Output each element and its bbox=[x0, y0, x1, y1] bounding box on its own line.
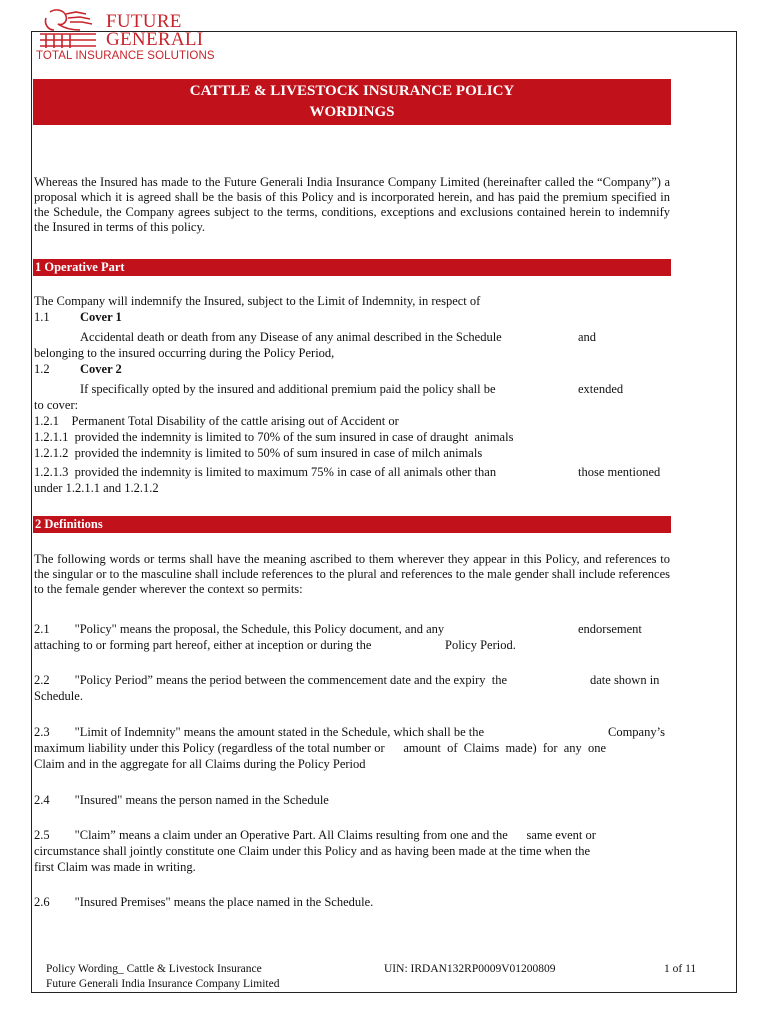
definition-2-2: 2.2 "Policy Period” means the period between the commencement date and the expiry the bbox=[34, 673, 508, 687]
definition-2-1-end: Policy Period. bbox=[445, 638, 516, 652]
section-heading-operative-part: 1 Operative Part bbox=[33, 259, 671, 276]
cover2-text-tail: extended bbox=[578, 382, 624, 396]
definition-2-5-end: first Claim was made in writing. bbox=[34, 860, 196, 874]
cover1-number: 1.1 bbox=[34, 310, 50, 324]
definitions-lead: The following words or terms shall have the meaning ascribed to them wherever they appear in this Policy, and references to the singular or to the masculine shall include references to the plural and references to the male gender shall include references to the female gender wherever the context so permits: bbox=[34, 552, 670, 596]
section-heading-definitions: 2 Definitions bbox=[33, 516, 671, 533]
definition-2-5: 2.5 "Claim” means a claim under an Operative Part. All Claims resulting from one and the same event or bbox=[34, 828, 596, 842]
intro-paragraph: Whereas the Insured has made to the Future Generali India Insurance Company Limited (hereinafter called the “Company”) a proposal which it is agreed shall be the basis of this Policy and is incorporated herein, and has paid the premium specified in the Schedule, the Company agrees subject to the terms, conditions, exceptions and exclusions contained herein to indemnify the Insured in terms of this policy. bbox=[34, 175, 670, 234]
lion-emblem-icon bbox=[36, 8, 102, 50]
definition-2-2-tail: date shown in bbox=[590, 673, 660, 687]
definition-2-5-cont: circumstance shall jointly constitute one Claim under this Policy and as having been made at the time when the bbox=[34, 844, 591, 858]
title-line1: CATTLE & LIVESTOCK INSURANCE POLICY bbox=[189, 83, 515, 99]
operative-lead: The Company will indemnify the Insured, subject to the Limit of Indemnity, in respect of bbox=[34, 294, 481, 308]
cover1-text: Accidental death or death from any Disease of any animal described in the Schedule bbox=[80, 330, 502, 344]
definition-2-3: 2.3 "Limit of Indemnity" means the amount stated in the Schedule, which shall be the bbox=[34, 725, 485, 739]
definition-2-1-tail: endorsement bbox=[578, 622, 642, 636]
item-1-2-1-3-tail: those mentioned bbox=[578, 465, 661, 479]
cover2-text-cont: to cover: bbox=[34, 398, 79, 412]
cover1-text-cont: belonging to the insured occurring during the Policy Period, bbox=[34, 346, 335, 360]
item-1-2-1-3-cont: under 1.2.1.1 and 1.2.1.2 bbox=[34, 481, 159, 495]
company-logo bbox=[36, 6, 236, 66]
item-1-2-1-3: 1.2.1.3 provided the indemnity is limited to maximum 75% in case of all animals other than bbox=[34, 465, 497, 479]
document-title bbox=[33, 79, 671, 125]
footer-company-name: Future Generali India Insurance Company Limited bbox=[46, 978, 280, 990]
definition-2-2-cont: Schedule. bbox=[34, 689, 83, 703]
footer-page-number: 1 of 11 bbox=[664, 963, 697, 975]
title-line2: WORDINGS bbox=[309, 104, 395, 120]
definition-2-3-cont: maximum liability under this Policy (regardless of the total number or amount of Claims made) for any one bbox=[34, 741, 607, 755]
logo-tagline: TOTAL INSURANCE SOLUTIONS bbox=[36, 50, 215, 62]
footer-uin: UIN: IRDAN132RP0009V01200809 bbox=[384, 963, 556, 975]
item-1-2-1: 1.2.1 Permanent Total Disability of the cattle arising out of Accident or bbox=[34, 414, 399, 428]
definition-2-4: 2.4 "Insured" means the person named in the Schedule bbox=[34, 793, 329, 807]
definition-2-3-end: Claim and in the aggregate for all Claims during the Policy Period bbox=[34, 757, 366, 771]
cover1-title: Cover 1 bbox=[80, 310, 122, 324]
item-1-2-1-2: 1.2.1.2 provided the indemnity is limited to 50% of sum insured in case of milch animals bbox=[34, 446, 483, 460]
definition-2-1: 2.1 "Policy" means the proposal, the Schedule, this Policy document, and any bbox=[34, 622, 445, 636]
cover2-title: Cover 2 bbox=[80, 362, 122, 376]
item-1-2-1-1: 1.2.1.1 provided the indemnity is limited to 70% of the sum insured in case of draught animals bbox=[34, 430, 514, 444]
definition-2-1-cont: attaching to or forming part hereof, either at inception or during the bbox=[34, 638, 372, 652]
cover2-number: 1.2 bbox=[34, 362, 50, 376]
cover1-text-tail: and bbox=[578, 330, 597, 344]
footer-doc-name: Policy Wording_ Cattle & Livestock Insurance bbox=[46, 963, 262, 975]
definition-2-6: 2.6 "Insured Premises" means the place named in the Schedule. bbox=[34, 895, 374, 909]
logo-name-line2: GENERALI bbox=[106, 29, 204, 50]
logo-name-line1: FUTURE bbox=[106, 11, 182, 32]
definition-2-3-tail: Company’s bbox=[608, 725, 665, 739]
cover2-text: If specifically opted by the insured and additional premium paid the policy shall be bbox=[80, 382, 496, 396]
